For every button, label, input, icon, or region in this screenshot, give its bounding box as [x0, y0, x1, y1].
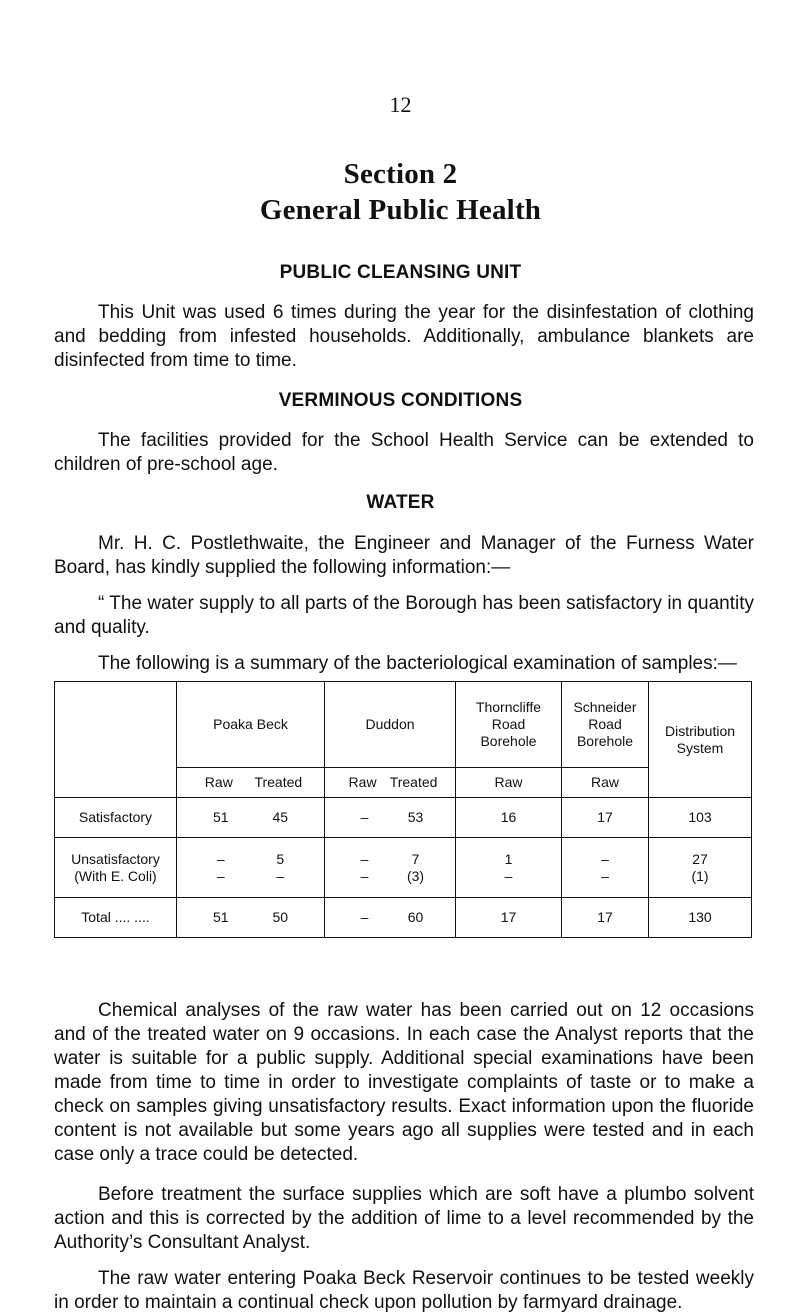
- header-distribution: Distribution System: [649, 682, 752, 798]
- row-label-total: Total .... ....: [55, 898, 177, 938]
- cell-total-schneider: 17: [562, 898, 649, 938]
- cell-satisfactory-poaka: 51 45: [177, 798, 325, 838]
- cell-total-thorncliffe: 17: [456, 898, 562, 938]
- page-title: General Public Health: [259, 194, 542, 226]
- water-heading: WATER: [366, 492, 435, 513]
- cell-total-duddon: – 60: [325, 898, 456, 938]
- bacteriological-table: [54, 681, 752, 938]
- table-corner-cell: [55, 682, 177, 798]
- cell-satisfactory-thorncliffe: 16: [456, 798, 562, 838]
- cell-total-poaka: 51 50: [177, 898, 325, 938]
- header-thorncliffe: Thorncliffe Road Borehole: [456, 682, 562, 768]
- treatment-paragraph: Before treatment the surface supplies which are soft have a plumbo solvent action and this is corrected by the addition of lime to a level recommended by the Authority’s Consultant Analyst.: [54, 1184, 754, 1253]
- subheader-thorncliffe: Raw: [456, 768, 562, 798]
- chemical-paragraph: Chemical analyses of the raw water has been carried out on 12 occasions and of the treated water on 9 occasions. In each case the Analyst reports that the water is suitable for a public supply. Additional special examinations have been made from time to time in order to investigate complaints of taste or to make a check on samples giving unsatisfactory results. Exact information upon the fluoride content is not available but some years ago all supplies were tested and in each case only a trace could be detected.: [54, 1000, 754, 1165]
- cell-unsatisfactory-thorncliffe: 1 –: [456, 838, 562, 898]
- section-heading: Section 2: [343, 158, 458, 190]
- cell-total-distribution: 130: [649, 898, 752, 938]
- header-schneider: Schneider Road Borehole: [562, 682, 649, 768]
- cell-unsatisfactory-poaka: – 5 – –: [177, 838, 325, 898]
- cell-unsatisfactory-distribution: 27 (1): [649, 838, 752, 898]
- subheader-duddon: Raw Treated: [325, 768, 456, 798]
- cell-satisfactory-duddon: – 53: [325, 798, 456, 838]
- cell-satisfactory-distribution: 103: [649, 798, 752, 838]
- table-row-total: [55, 898, 752, 938]
- water-intro-paragraph: Mr. H. C. Postlethwaite, the Engineer and Manager of the Furness Water Board, has kindly supplied the following information:—: [54, 533, 754, 578]
- row-label-unsatisfactory: Unsatisfactory (With E. Coli): [55, 838, 177, 898]
- raw-water-paragraph: The raw water entering Poaka Beck Reservoir continues to be tested weekly in order to maintain a continual check upon pollution by farmyard drainage.: [54, 1268, 754, 1313]
- cell-satisfactory-schneider: 17: [562, 798, 649, 838]
- water-summary-paragraph: The following is a summary of the bacteriological examination of samples:—: [98, 653, 737, 674]
- cell-unsatisfactory-schneider: – –: [562, 838, 649, 898]
- water-quote-paragraph: “ The water supply to all parts of the Borough has been satisfactory in quantity and quality.: [54, 593, 754, 638]
- row-label-satisfactory: Satisfactory: [55, 798, 177, 838]
- verminous-heading: VERMINOUS CONDITIONS: [278, 390, 523, 411]
- page-number: 12: [389, 92, 412, 117]
- subheader-schneider: Raw: [562, 768, 649, 798]
- header-poaka-beck: Poaka Beck: [177, 682, 325, 768]
- table-row-satisfactory: [55, 798, 752, 838]
- header-duddon: Duddon: [325, 682, 456, 768]
- subheader-poaka: Raw Treated: [177, 768, 325, 798]
- cell-unsatisfactory-duddon: – 7 – (3): [325, 838, 456, 898]
- verminous-paragraph: The facilities provided for the School Health Service can be extended to children of pre-school age.: [54, 430, 754, 475]
- cleansing-heading: PUBLIC CLEANSING UNIT: [279, 262, 522, 283]
- table-row-unsatisfactory: [55, 838, 752, 898]
- cleansing-paragraph: This Unit was used 6 times during the year for the disinfestation of clothing and bedding from infested households. Additionally, ambulance blankets are disinfected from time to time.: [54, 302, 754, 371]
